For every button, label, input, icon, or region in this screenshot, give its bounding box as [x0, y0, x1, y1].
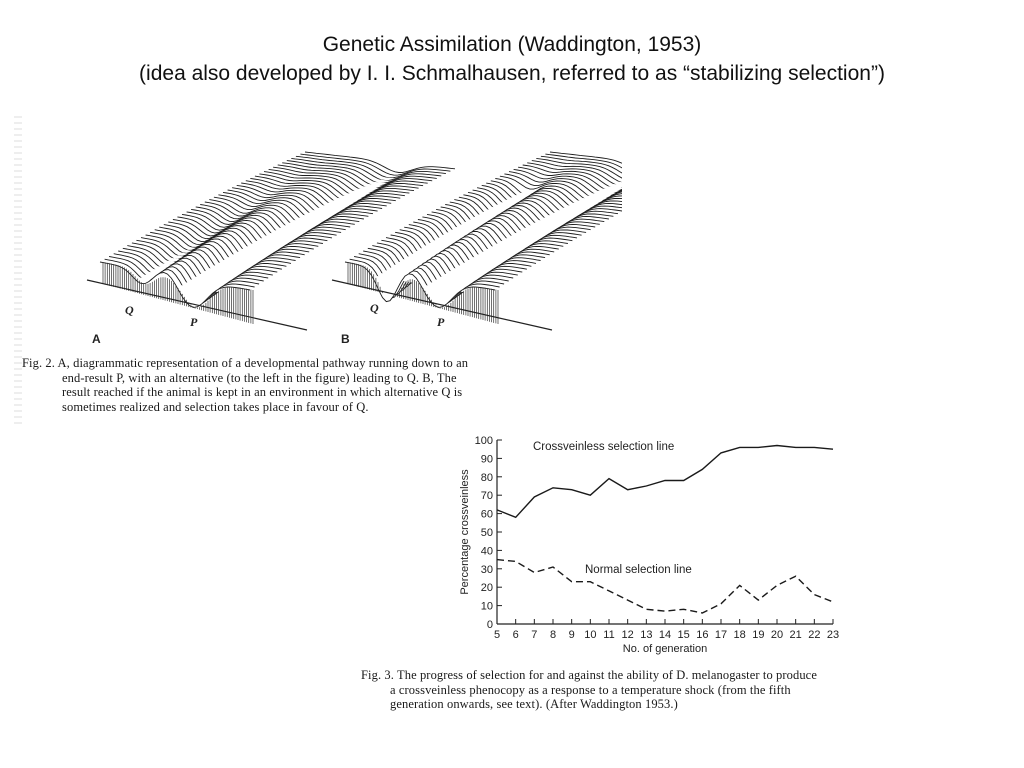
valley-label-p-b: P [437, 315, 445, 329]
series-line-crossveinless [497, 446, 833, 518]
y-tick-label: 60 [480, 508, 493, 521]
x-tick-label: 20 [770, 629, 784, 641]
x-tick-label: 5 [493, 629, 501, 641]
panel-label-a: A [92, 332, 101, 346]
x-tick-label: 8 [549, 629, 557, 641]
x-tick-label: 18 [733, 629, 746, 641]
fig2-caption-line: sometimes realized and selection takes place in favour of Q. [62, 399, 369, 414]
epigenetic-landscape-illustration [12, 112, 622, 352]
x-axis-title: No. of generation [622, 643, 708, 655]
slide-title [0, 30, 1024, 88]
x-tick-label: 19 [752, 629, 765, 641]
x-tick-label: 11 [603, 629, 615, 641]
y-tick-label: 20 [480, 582, 493, 595]
x-tick-label: 22 [808, 629, 821, 641]
x-tick-label: 21 [789, 629, 802, 641]
y-tick-label: 0 [486, 619, 493, 631]
y-tick-label: 50 [480, 527, 493, 539]
x-tick-label: 6 [512, 629, 519, 641]
valley-label-q-a: Q [125, 303, 134, 317]
y-tick-label: 100 [474, 435, 493, 447]
fig3-caption-line: generation onwards, see text). (After Waddington 1953.) [390, 697, 678, 711]
x-tick-label: 17 [714, 629, 728, 641]
figure-3-caption [361, 668, 951, 712]
y-tick-label: 90 [480, 453, 493, 466]
y-tick-label: 80 [480, 471, 493, 484]
x-tick-label: 13 [640, 629, 653, 641]
fig3-caption-line: a crossveinless phenocopy as a response to a temperature shock (from the fifth [390, 682, 791, 697]
series-label: Crossveinless selection line [533, 441, 675, 453]
valley-label-p-a: P [190, 315, 198, 329]
figure-2-caption [22, 356, 622, 414]
panel-label-b: B [341, 332, 350, 346]
x-tick-label: 23 [826, 629, 840, 641]
fig3-caption-line: Fig. 3. The progress of selection for and against the ability of D. melanogaster to produce [361, 668, 817, 682]
x-tick-label: 15 [677, 629, 690, 641]
fig2-caption-line: end-result P, with an alternative (to the left in the figure) leading to Q. B, The [62, 370, 457, 385]
y-tick-label: 40 [480, 545, 493, 558]
x-tick-label: 12 [621, 629, 634, 641]
x-tick-label: 14 [658, 629, 672, 641]
title-line-1: Genetic Assimilation (Waddington, 1953) [322, 33, 702, 56]
x-tick-label: 10 [584, 629, 597, 641]
x-tick-label: 9 [568, 629, 575, 641]
series-label: Normal selection line [585, 564, 692, 576]
y-tick-label: 10 [480, 600, 493, 613]
crossveinless-selection-chart [455, 428, 855, 663]
fig2-caption-line: Fig. 2. A, diagrammatic representation of a developmental pathway running down to an [22, 356, 469, 370]
valley-label-q-b: Q [370, 301, 379, 315]
x-tick-label: 16 [696, 629, 709, 641]
figure-3-chart [455, 428, 855, 663]
y-axis-title: Percentage crossveinless [459, 469, 471, 595]
y-tick-label: 30 [480, 563, 493, 576]
fig2-caption-line: result reached if the animal is kept in an environment in which alternative Q is [62, 385, 463, 399]
y-tick-label: 70 [480, 490, 493, 503]
title-line-2: (idea also developed by I. I. Schmalhausen, referred to as “stabilizing selection”) [139, 62, 885, 85]
x-tick-label: 7 [531, 629, 538, 641]
